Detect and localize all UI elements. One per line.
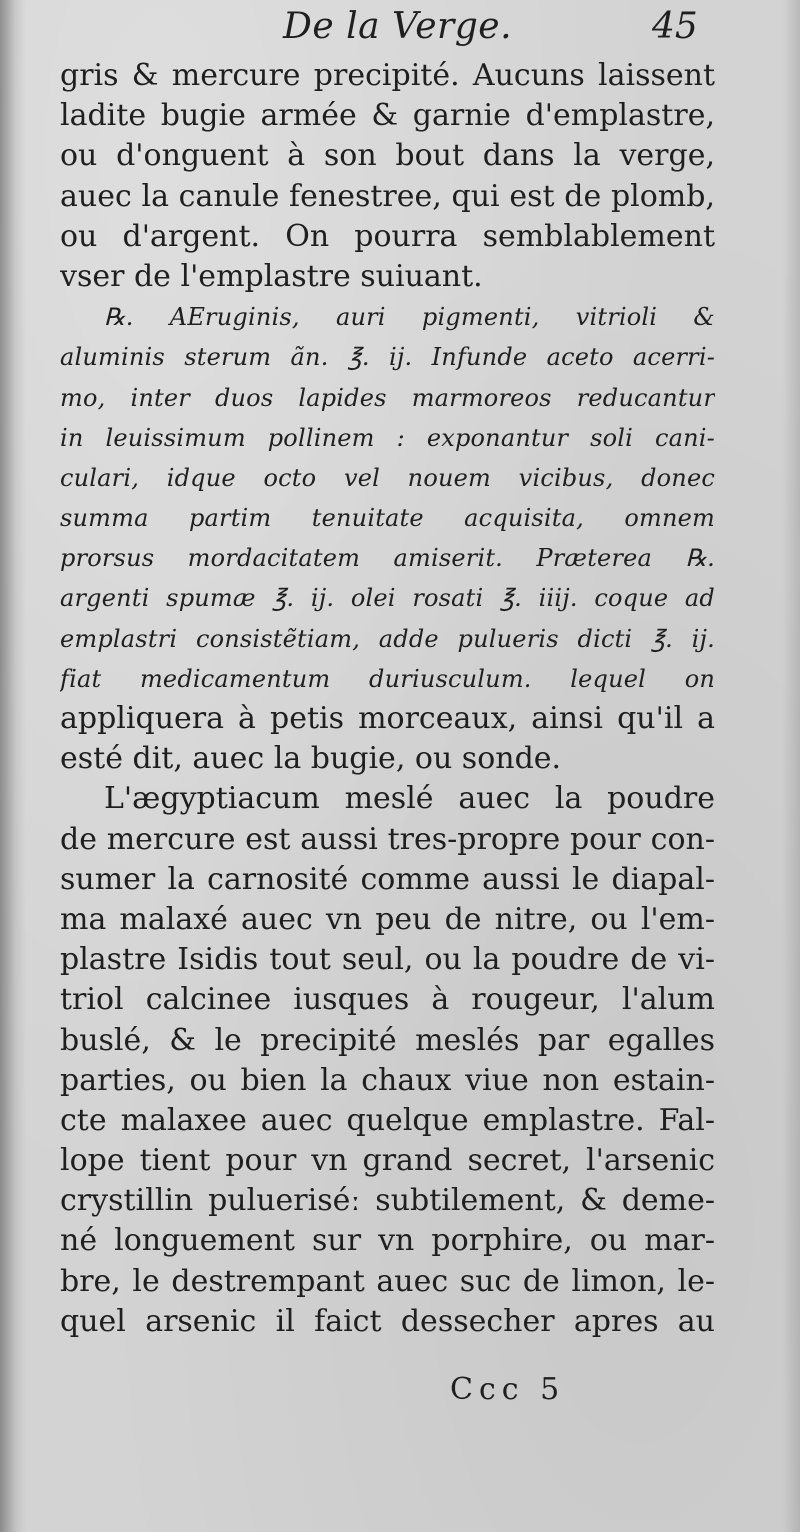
text-line: esté dit, auec la bugie, ou sonde. — [60, 741, 562, 777]
recipe-line: ℞. AEruginis, auri pigmenti, vitrioli & — [104, 303, 715, 332]
recipe-line: in leuissimum pollinem : exponantur soli cani- — [60, 423, 715, 452]
recipe-line: mo, inter duos lapides marmoreos reducantur — [60, 383, 715, 412]
recipe-line: argenti spumæ ℥. ij. olei rosati ℥. iiij. coque ad — [60, 584, 715, 613]
running-head: De la Verge. — [283, 6, 513, 47]
text-line: plastre Isidis tout seul, ou la poudre de vi- — [60, 942, 715, 978]
text-line: buslé, & le precipité meslés par egalles — [60, 1022, 715, 1058]
page-edge-shadow — [782, 0, 800, 1532]
text-line: gris & mercure precipité. Aucuns laissent — [60, 58, 715, 93]
recipe-line: culari, idque octo vel nouem vicibus, donec — [60, 463, 715, 492]
text-line: lope tient pour vn grand secret, l'arsenic — [60, 1143, 715, 1179]
text-line: cte malaxee auec quelque emplastre. Fal- — [60, 1102, 715, 1138]
text-line: ou d'argent. On pourra semblablement — [60, 218, 715, 254]
recipe-line: aluminis sterum ãn. ℥. ij. Infunde aceto acerri- — [60, 343, 715, 372]
text-line: né longuement sur vn porphire, ou mar- — [60, 1223, 715, 1259]
text-line: de mercure est aussi tres-propre pour con- — [60, 821, 715, 857]
text-line: parties, ou bien la chaux viue non estain- — [60, 1062, 715, 1098]
binding-gutter-shadow — [0, 0, 26, 1532]
text-line: appliquera à petis morceaux, ainsi qu'il a — [60, 701, 715, 736]
text-line: crystillin pulueriséː subtilement, & deme- — [60, 1183, 715, 1219]
text-line: ladite bugie armée & garnie d'emplastre, — [60, 98, 715, 134]
recipe-line: prorsus mordacitatem amiserit. Præterea ℞. — [60, 544, 715, 573]
body-text — [60, 56, 715, 1342]
text-line: bre, le destrempant auec suc de limon, le- — [60, 1263, 715, 1299]
text-line: sumer la carnosité comme aussi le diapal- — [60, 861, 715, 897]
recipe-line: fiat medicamentum duriusculum. lequel on — [60, 664, 715, 693]
recipe-line: summa partim tenuitate acquisita, omnem — [60, 504, 715, 533]
text-line: auec la canule fenestree, qui est de plomb, — [60, 178, 715, 214]
text-line: ma malaxé auec vn peu de nitre, ou l'em- — [60, 901, 715, 937]
text-line: triol calcinee iusques à rougeur, l'alum — [60, 982, 715, 1018]
text-line: ou d'onguent à son bout dans la verge, — [60, 138, 715, 174]
recipe-line: emplastri consistẽtiam, adde pulueris dicti ℥. ij. — [60, 624, 715, 653]
signature-mark: Ccc 5 — [450, 1372, 566, 1407]
text-line: L'ægyptiacum meslé auec la poudre — [104, 781, 715, 817]
page-number: 45 — [652, 6, 698, 47]
page-header — [0, 4, 800, 50]
text-line: quel arsenic il faict dessecher apres au — [60, 1303, 715, 1339]
text-line: vser de l'emplastre suiuant. — [60, 258, 483, 294]
